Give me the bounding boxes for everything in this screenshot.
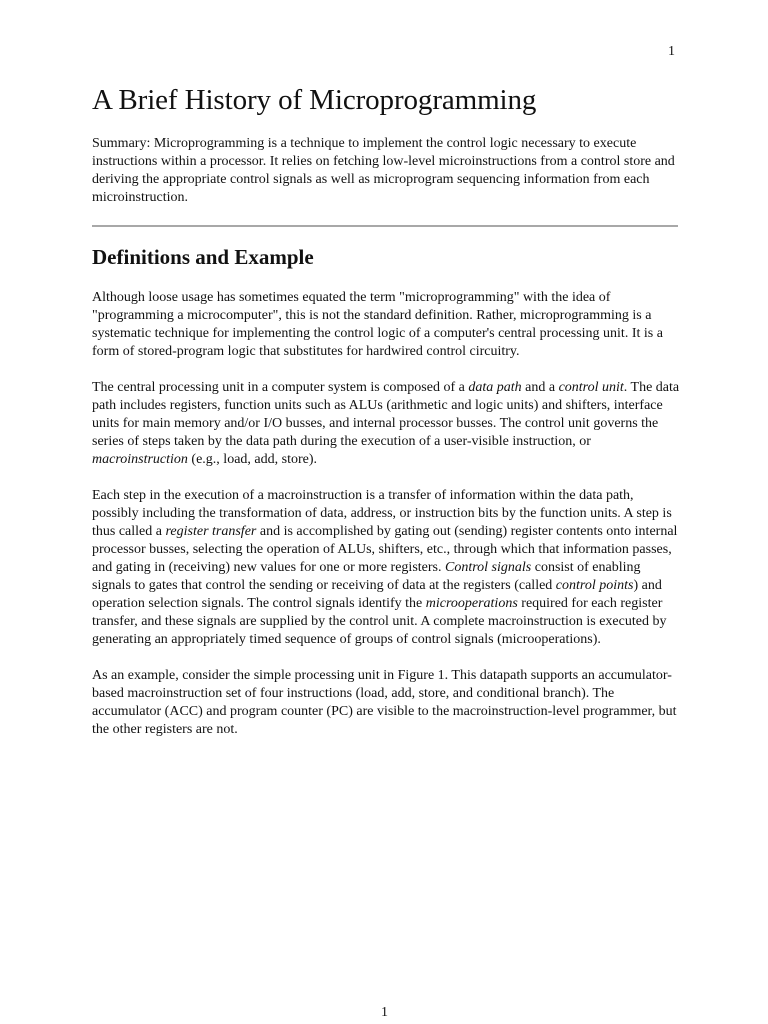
summary-paragraph: Summary: Microprogramming is a technique to implement the control logic necessary to execute instructions within a processor. It relies on fetching low-level microinstructions from a control store and deriving the appropriate control signals as well as microprogram sequencing information from each microinstruction.: [92, 136, 675, 205]
paragraph-2-text-4: (e.g., load, add, store).: [187, 452, 317, 467]
paragraph-2-text-3: . The data path includes registers, function units such as ALUs (arithmetic and logic units) and shifters, interface units for main memory and/or I/O busses, and internal processor busses. The control unit governs the series of steps taken by the data path during the execution of a user-visible instruction, or: [92, 380, 680, 449]
page-number-top: 1: [668, 44, 675, 59]
term-register-transfer: register transfer: [165, 524, 257, 539]
document-title: A Brief History of Microprogramming: [92, 84, 537, 116]
section-divider: [92, 225, 678, 227]
paragraph-1: Although loose usage has sometimes equated the term "microprogramming" with the idea of "programming a microcomputer", this is not the standard definition. Rather, microprogramming is a systematic technique for implementing the control logic of a computer's central processing unit. It is a form of stored-program logic that substitutes for hardwired control circuitry.: [92, 290, 663, 359]
section-heading: Definitions and Example: [92, 245, 314, 269]
paragraph-3-text-5: required for each register transfer, and these signals are supplied by the control unit. A complete macroinstruction is executed by generating an appropriately timed sequence of groups of control signals (microoperations).: [92, 596, 667, 647]
paragraph-3-text-3: consist of enabling signals to gates that control the sending or receiving of data at the registers (called: [92, 560, 641, 593]
term-control-unit: control unit: [558, 380, 624, 395]
paragraph-3: [92, 487, 680, 649]
paragraph-3-text-4: ) and operation selection signals. The control signals identify the: [92, 578, 662, 611]
document-body: [92, 82, 680, 757]
term-control-points: control points: [555, 578, 634, 593]
term-control-signals: Control signals: [445, 560, 532, 575]
paragraph-3-text-2: and is accomplished by gating out (sending) register contents onto internal processor busses, selecting the operation of ALUs, shifters, etc., through which that information passes, and gating in (receiving) new values for one or more registers.: [92, 524, 678, 575]
paragraph-2-text-2: and a: [521, 380, 559, 395]
paragraph-3-text-1: Each step in the execution of a macroinstruction is a transfer of information within the data path, possibly including the transformation of data, address, or instruction bits by the function units. A step is thus called a: [92, 488, 672, 539]
term-data-path: data path: [468, 380, 522, 395]
term-macroinstruction: macroinstruction: [92, 452, 188, 467]
paragraph-2-text-1: The central processing unit in a computer system is composed of a: [92, 380, 469, 395]
paragraph-2: [92, 379, 680, 469]
term-microoperations: microoperations: [425, 596, 518, 611]
page-number-bottom: 1: [381, 1005, 388, 1020]
paragraph-4: As an example, consider the simple processing unit in Figure 1. This datapath supports an accumulator-based macroinstruction set of four instructions (load, add, store, and conditional branch). The accumulator (ACC) and program counter (PC) are visible to the macroinstruction-level programmer, but the other registers are not.: [92, 668, 677, 737]
